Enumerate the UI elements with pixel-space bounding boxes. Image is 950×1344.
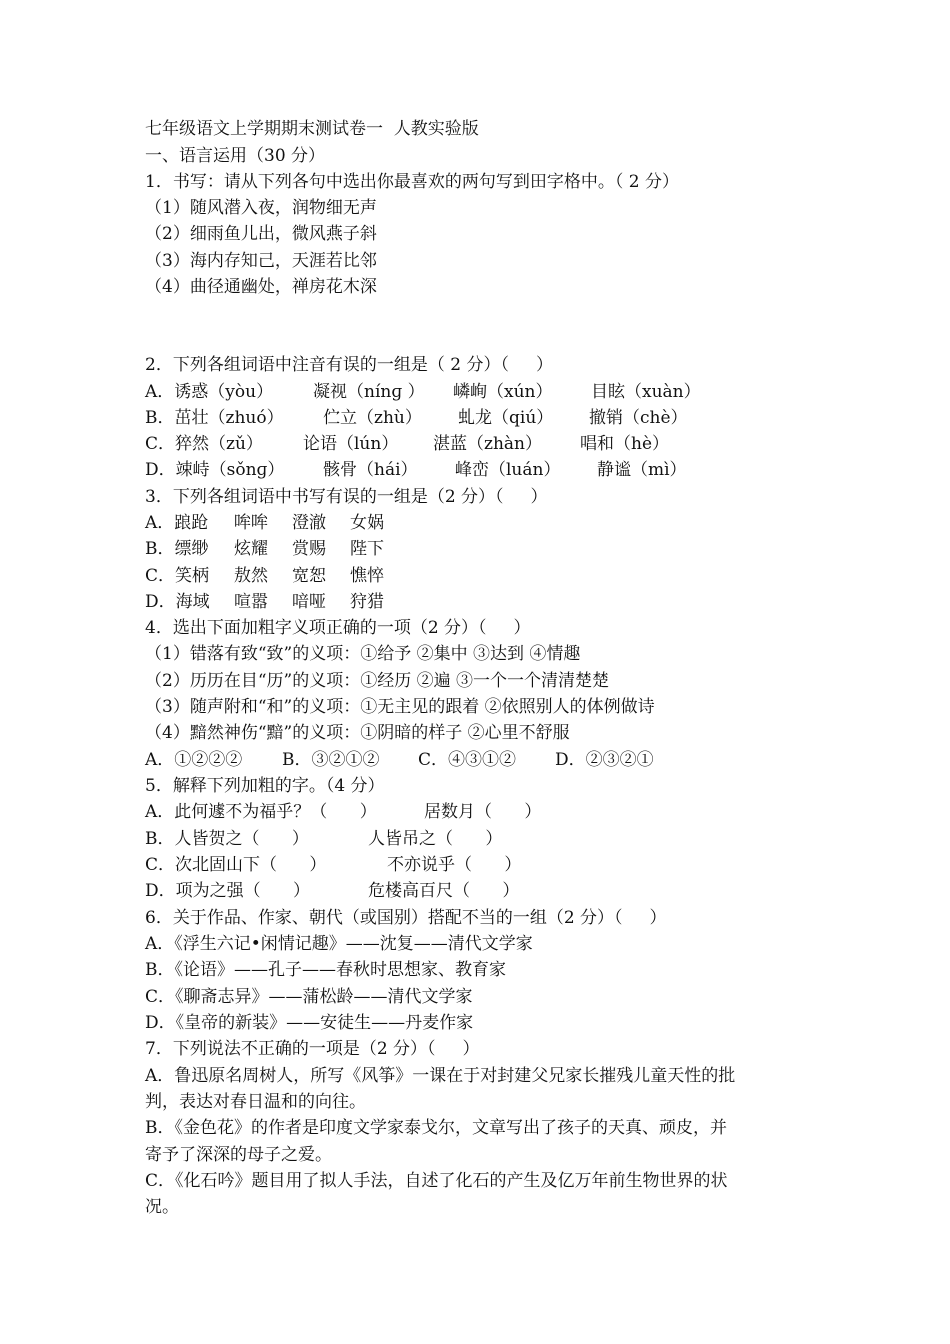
q2-option-cell: A．诱惑（yòu） bbox=[145, 382, 274, 402]
q4-item: （4）黯然神伤“黯”的义项：①阴暗的样子 ②心里不舒服 bbox=[145, 723, 570, 743]
q3-option-cell: 炫耀 bbox=[234, 539, 268, 559]
q6-item: D．《皇帝的新装》——安徒生——丹麦作家 bbox=[145, 1013, 474, 1033]
q1-item: （1）随风潜入夜，润物细无声 bbox=[145, 198, 377, 218]
q1-item: （4）曲径通幽处，禅房花木深 bbox=[145, 277, 377, 297]
q7-item: B．《金色花》的作者是印度文学家泰戈尔，文章写出了孩子的天真、顽皮，并 bbox=[145, 1118, 727, 1138]
q2-option-cell: 目眩（xuàn） bbox=[591, 382, 701, 402]
q5-option-cell: A．此何遽不为福乎？（ ） bbox=[145, 802, 377, 822]
q7-item: A．鲁迅原名周树人，所写《风筝》一课在于对封建父兄家长摧残儿童天性的批 bbox=[145, 1066, 736, 1086]
q3-option-cell: 喧嚣 bbox=[234, 592, 268, 612]
q5-option-cell: 居数月（ ） bbox=[424, 802, 542, 822]
q5-option-cell: 人皆吊之（ ） bbox=[368, 829, 503, 849]
q3-stem: 3．下列各组词语中书写有误的一组是（2 分）（ ） bbox=[145, 487, 548, 507]
q5-option-cell: D．项为之强（ ） bbox=[145, 881, 311, 901]
q2-option-cell: 伫立（zhù） bbox=[323, 408, 422, 428]
q3-option-cell: 女娲 bbox=[350, 513, 384, 533]
q2-option-cell: 静谧（mì） bbox=[597, 460, 687, 480]
q4-stem: 4．选出下面加粗字义项正确的一项（2 分）（ ） bbox=[145, 618, 531, 638]
q2-option-cell: D．竦峙（sǒnɡ） bbox=[145, 460, 285, 480]
q7-stem: 7．下列说法不正确的一项是（2 分）（ ） bbox=[145, 1039, 480, 1059]
q1-stem: 1．书写：请从下列各句中选出你最喜欢的两句写到田字格中。（ 2 分） bbox=[145, 172, 679, 192]
q4-answer-option: B．③②①② bbox=[282, 750, 380, 770]
q2-option-cell: B．茁壮（zhuó） bbox=[145, 408, 284, 428]
q2-option-cell: 唱和（hè） bbox=[580, 434, 670, 454]
q2-option-cell: 峰峦（luán） bbox=[455, 460, 561, 480]
q3-option-cell: 喑哑 bbox=[292, 592, 326, 612]
q5-option-cell: 不亦说乎（ ） bbox=[387, 855, 522, 875]
q2-option-cell: 虬龙（qiú） bbox=[458, 408, 554, 428]
q2-option-cell: 凝视（nínɡ ） bbox=[313, 382, 425, 402]
q3-option-cell: 敖然 bbox=[234, 566, 268, 586]
q3-option-cell: 澄澈 bbox=[292, 513, 326, 533]
q1-item: （2）细雨鱼儿出，微风燕子斜 bbox=[145, 224, 377, 244]
q6-item: A．《浮生六记•闲情记趣》——沈复——清代文学家 bbox=[145, 934, 533, 954]
q4-answer-option: C．④③①② bbox=[418, 750, 517, 770]
q5-stem: 5．解释下列加粗的字。（4 分） bbox=[145, 776, 385, 796]
q2-option-cell: C．猝然（zǔ） bbox=[145, 434, 263, 454]
q2-option-cell: 撤销（chè） bbox=[589, 408, 688, 428]
q3-option-cell: 狩猎 bbox=[350, 592, 384, 612]
q3-option-cell: 陛下 bbox=[350, 539, 384, 559]
section-heading: 一、语言运用（30 分） bbox=[145, 146, 326, 166]
q6-item: B．《论语》——孔子——春秋时思想家、教育家 bbox=[145, 960, 506, 980]
q3-option-cell: 赏赐 bbox=[292, 539, 326, 559]
q7-item: 寄予了深深的母子之爱。 bbox=[145, 1145, 332, 1165]
q3-option-cell: 宽恕 bbox=[292, 566, 326, 586]
q5-option-cell: B．人皆贺之（ ） bbox=[145, 829, 309, 849]
doc-title: 七年级语文上学期期末测试卷一 人教实验版 bbox=[145, 119, 479, 139]
q7-item: C．《化石吟》题目用了拟人手法，自述了化石的产生及亿万年前生物世界的状 bbox=[145, 1171, 728, 1191]
q2-stem: 2．下列各组词语中注音有误的一组是（ 2 分）（ ） bbox=[145, 355, 553, 375]
q2-option-cell: 骸骨（hái） bbox=[323, 460, 418, 480]
q2-option-cell: 论语（lún） bbox=[303, 434, 399, 454]
q4-item: （3）随声附和“和”的义项：①无主见的跟着 ②依照别人的体例做诗 bbox=[145, 697, 655, 717]
q6-item: C．《聊斋志异》——蒲松龄——清代文学家 bbox=[145, 987, 473, 1007]
q2-option-cell: 湛蓝（zhàn） bbox=[433, 434, 542, 454]
q3-option-cell: 哞哞 bbox=[234, 513, 268, 533]
q7-item: 判，表达对春日温和的向往。 bbox=[145, 1092, 366, 1112]
q7-item: 况。 bbox=[145, 1197, 179, 1217]
q4-item: （1）错落有致“致”的义项：①给予 ②集中 ③达到 ④情趣 bbox=[145, 644, 581, 664]
q3-option-cell: C．笑柄 bbox=[145, 566, 210, 586]
q3-option-cell: B．缥缈 bbox=[145, 539, 209, 559]
q3-option-cell: A．踉跄 bbox=[145, 513, 209, 533]
q5-option-cell: 危楼高百尺（ ） bbox=[368, 881, 520, 901]
q2-option-cell: 嶙峋（xún） bbox=[453, 382, 553, 402]
q5-option-cell: C．次北固山下（ ） bbox=[145, 855, 327, 875]
q3-option-cell: 憔悴 bbox=[350, 566, 384, 586]
q4-answer-option: A．①②②② bbox=[145, 750, 243, 770]
q1-item: （3）海内存知己，天涯若比邻 bbox=[145, 251, 377, 271]
q4-answer-option: D．②③②① bbox=[555, 750, 654, 770]
q4-item: （2）历历在目“历”的义项：①经历 ②遍 ③一个一个清清楚楚 bbox=[145, 671, 610, 691]
q3-option-cell: D．海域 bbox=[145, 592, 210, 612]
q6-stem: 6．关于作品、作家、朝代（或国别）搭配不当的一组（2 分）（ ） bbox=[145, 908, 667, 928]
